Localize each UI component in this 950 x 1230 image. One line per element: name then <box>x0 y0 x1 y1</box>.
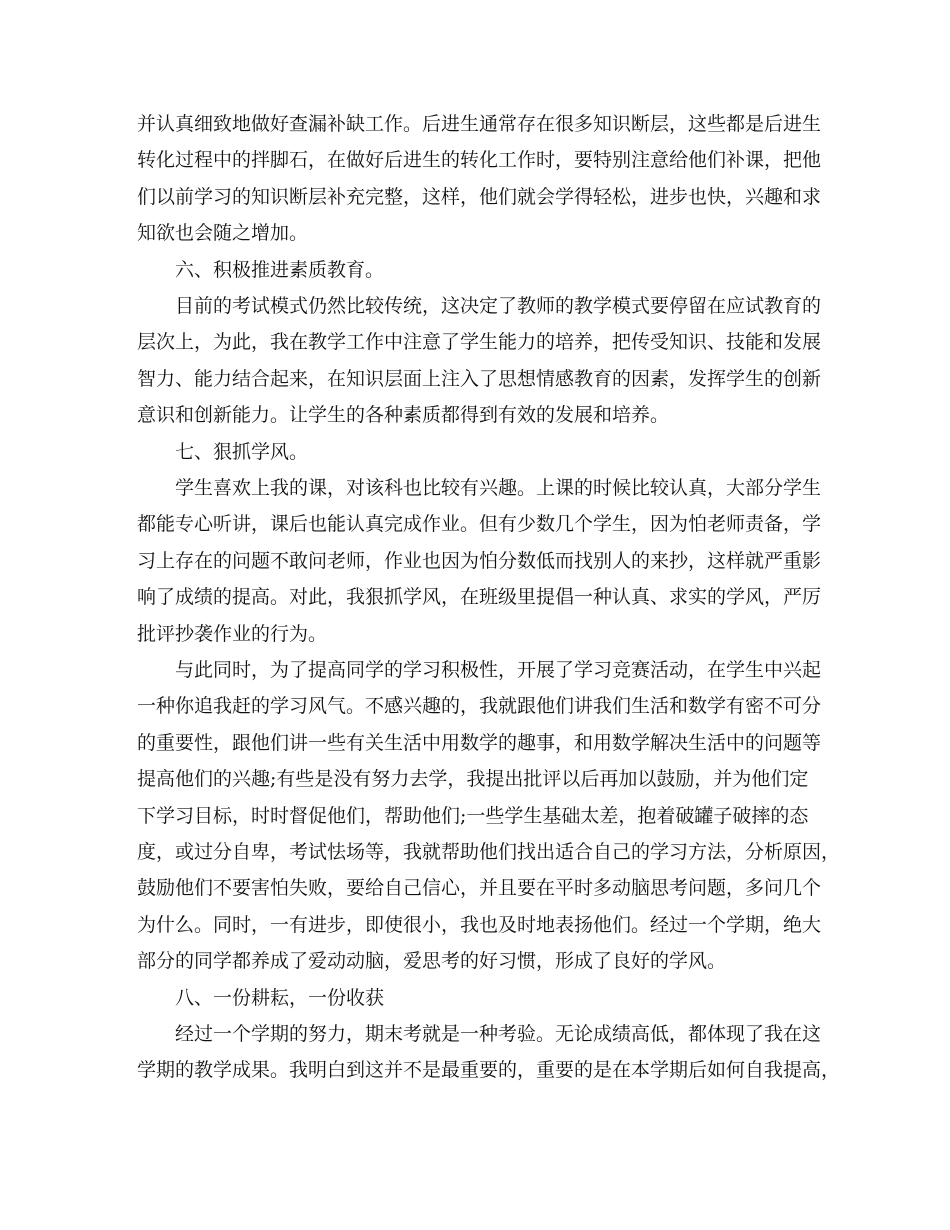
text-line: 一种你追我赶的学习风气。不感兴趣的，我就跟他们讲我们生活和数学有密不可分 <box>137 695 822 718</box>
text-line: 转化过程中的拌脚石，在做好后进生的转化工作时，要特别注意给他们补课，把他 <box>137 149 822 172</box>
text-line: 经过一个学期的努力，期末考就是一种考验。无论成绩高低，都体现了我在这 <box>175 1023 822 1045</box>
text-line: 部分的同学都养成了爱动动脑，爱思考的好习惯，形成了良好的学风。 <box>137 950 727 973</box>
text-line: 下学习目标，时时督促他们，帮助他们;一些学生基础太差，抱着破罐子破摔的态 <box>137 804 809 827</box>
text-line: 鼓励他们不要害怕失败，要给自己信心，并且要在平时多动脑思考问题，多问几个 <box>137 877 822 900</box>
text-line: 意识和创新能力。让学生的各种素质都得到有效的发展和培养。 <box>137 404 670 427</box>
text-line: 学生喜欢上我的课，对该科也比较有兴趣。上课的时候比较认真，大部分学生 <box>175 477 822 499</box>
text-line: 提高他们的兴趣;有些是没有努力去学，我提出批评以后再加以鼓励，并为他们定 <box>137 768 809 791</box>
text-line: 批评抄袭作业的行为。 <box>137 622 328 645</box>
text-line: 响了成绩的提高。对此，我狠抓学风，在班级里提倡一种认真、求实的学风，严厉 <box>137 586 822 609</box>
text-line: 学期的教学成果。我明白到这并不是最重要的，重要的是在本学期后如何自我提高， <box>137 1059 841 1082</box>
text-line: 六、积极推进素质教育。 <box>175 258 385 281</box>
text-line: 都能专心听讲，课后也能认真完成作业。但有少数几个学生，因为怕老师责备，学 <box>137 513 822 536</box>
text-line: 习上存在的问题不敢问老师，作业也因为怕分数低而找别人的来抄，这样就严重影 <box>137 549 822 572</box>
text-line: 与此同时，为了提高同学的学习积极性，开展了学习竞赛活动，在学生中兴起 <box>175 659 822 681</box>
text-line: 智力、能力结合起来，在知识层面上注入了思想情感教育的因素，发挥学生的创新 <box>137 367 822 390</box>
text-line: 度，或过分自卑，考试怯场等，我就帮助他们找出适合自己的学习方法，分析原因， <box>137 841 841 863</box>
text-line: 层次上，为此，我在教学工作中注意了学生能力的培养，把传受知识、技能和发展 <box>137 331 822 354</box>
text-line: 知欲也会随之增加。 <box>137 222 309 245</box>
text-line: 为什么。同时，一有进步，即使很小，我也及时地表扬他们。经过一个学期，绝大 <box>137 913 822 936</box>
text-line: 的重要性，跟他们讲一些有关生活中用数学的趣事，和用数学解决生活中的问题等 <box>137 731 822 754</box>
text-line: 并认真细致地做好查漏补缺工作。后进生通常存在很多知识断层，这些都是后进生 <box>137 113 822 135</box>
text-line: 八、一份耕耘，一份收获 <box>175 986 385 1009</box>
text-line: 们以前学习的知识断层补充完整，这样，他们就会学得轻松，进步也快，兴趣和求 <box>137 185 822 208</box>
text-line: 七、狠抓学风。 <box>175 440 309 463</box>
text-line: 目前的考试模式仍然比较传统，这决定了教师的教学模式要停留在应试教育的 <box>175 295 822 317</box>
